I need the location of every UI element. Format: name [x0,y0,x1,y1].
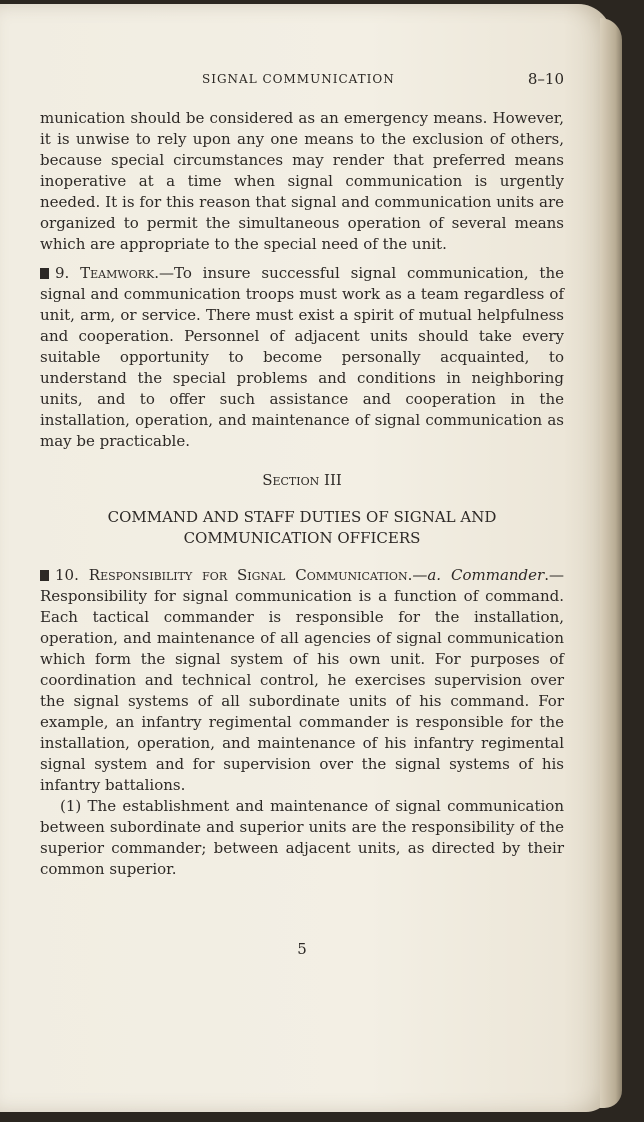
paragraph-text: —To insure successful signal communication, the signal and communication troops must work as a team regardless of unit, arm, or service. There must exist a spirit of mutual helpfulness and cooperation. Personnel of adjacent units should take every suitable opportunity to become personally acquainted, to understand the special problems and conditions in neighboring units, and to offer such assistance and cooperation in the installation, operation, and maintenance of signal communication as may be practicable. [40,264,564,450]
running-header [40,70,564,90]
paragraph-bullet-icon [40,570,49,581]
paragraph-9 [40,263,564,452]
paragraph-continuation: munication should be considered as an emergency means. However, it is unwise to rely upon any one means to the exclusion of others, because special circumstances may render that preferred means inoperative at a time when signal communication is urgently needed. It is for this reason that signal and communication units are organized to permit the simultaneous operation of several means which are appropriate to the special need of the unit. [40,109,564,253]
paragraph-number: 9. [55,264,70,282]
paragraph-number: 10. [55,566,79,584]
section-title: COMMAND AND STAFF DUTIES OF SIGNAL AND COMMUNICATION OFFICERS [107,508,497,547]
section-label: Section III [262,471,342,489]
subparagraph-heading: Commander [450,566,545,584]
page-body [40,108,564,880]
paragraph-heading: Teamwork. [80,264,159,282]
running-title: SIGNAL COMMUNICATION [202,72,395,86]
paragraph-text: .—Responsibility for signal communication is a function of command. Each tactical commander is responsible for the installation, operation, and maintenance of all agencies of signal communication which form the signal system of his own unit. For purposes of coordination and technical control, he exercises supervision over the signal systems of all subordinate units of his command. For example, an infantry regimental commander is responsible for the installation, operation, and maintenance of his infantry regimental signal system and for supervision over the signal systems of his infantry battalions. [40,566,564,794]
page-reference: 8–10 [527,70,564,88]
page-number: 5 [297,940,307,958]
paragraph-10-1: (1) The establishment and maintenance of signal communication between subordinate and superior units are the responsibility of the superior commander; between adjacent units, as directed by their common superior. [40,797,564,878]
subparagraph-letter: —a. [412,566,451,584]
paragraph-bullet-icon [40,268,49,279]
paragraph-10 [40,565,564,796]
paragraph-heading: Responsibility for Signal Communication. [88,566,413,584]
